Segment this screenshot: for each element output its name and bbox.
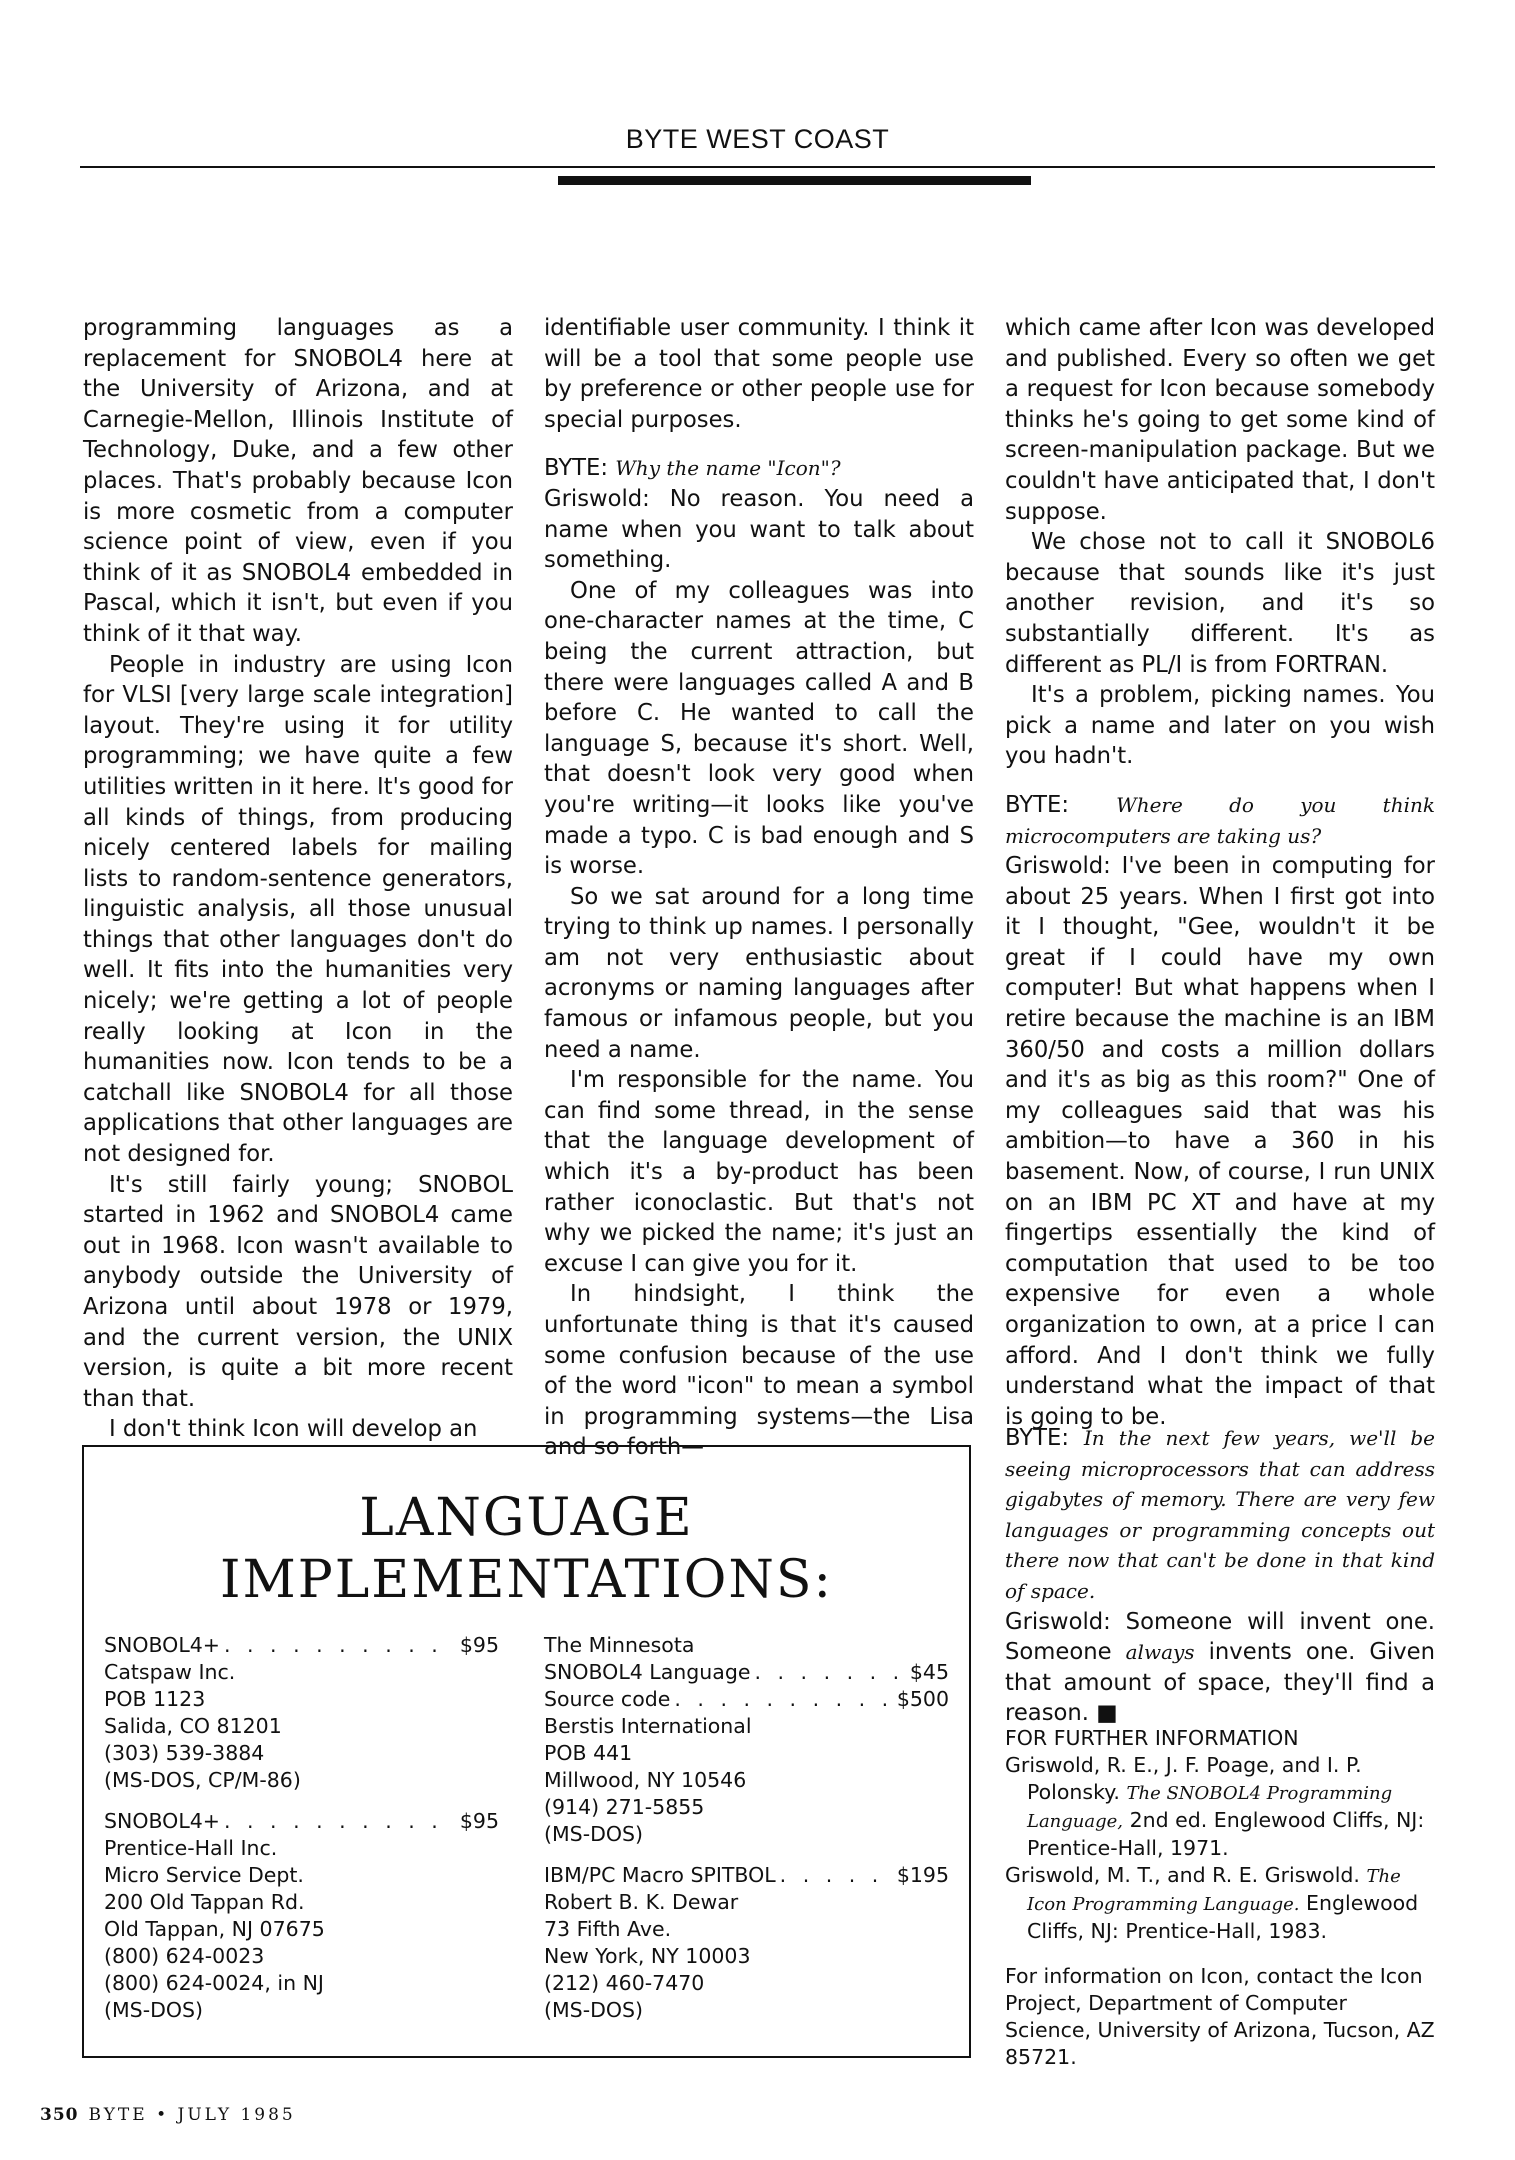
vendor-line: (800) 624-0024, in NJ	[104, 1971, 324, 1995]
product-line	[544, 1686, 949, 1713]
vendor-entry	[544, 1632, 949, 1848]
sidebar-title	[84, 1487, 969, 1611]
product-name: SNOBOL4+	[104, 1633, 220, 1657]
sidebar-right-column	[544, 1632, 949, 2038]
paragraph: People in industry are using Icon for VLSI [very large scale integration] layout. They're using it for utility programming; we have quite a few utilities written in it here. It's good for all kinds of things, from producing nicely centered labels for mailing lists to random-sentence generators, linguistic analysis, all those unusual things that other languages don't do well. It fits into the humanities very nicely; we're getting a lot of people really looking at Icon in the humanities now. Icon tends to be a catchall like SNOBOL4 for all those applications that other languages are not designed for.	[83, 651, 513, 1168]
interview-answer	[1005, 851, 1435, 1432]
product-name: SNOBOL4 Language	[544, 1660, 751, 1684]
language-implementations-box	[82, 1445, 971, 2058]
interview-question	[1005, 1423, 1435, 1607]
vendor-line: 200 Old Tappan Rd.	[104, 1890, 305, 1914]
product-line	[544, 1659, 949, 1686]
paragraph: So we sat around for a long time trying to think up names. I personally am not very enthusiastic about acronyms or naming languages after famous or infamous people, but you need a name.	[544, 883, 974, 1063]
paragraph: I don't think Icon will develop an	[109, 1416, 478, 1443]
reference-item	[1005, 1862, 1435, 1945]
paragraph: We chose not to call it SNOBOL6 because that sounds like it's just another revision, and it's so substantially different. It's as different as PL/I is from FORTRAN.	[1005, 529, 1435, 678]
references-heading: FOR FURTHER INFORMATION	[1005, 1726, 1299, 1750]
product-line	[104, 1632, 499, 1659]
paragraph: In hindsight, I think the unfortunate thing is that it's caused some confusion because of the use of the word "icon" to mean a symbol in programming systems—the Lisa and so forth—	[544, 1281, 974, 1461]
sidebar-title-line: IMPLEMENTATIONS:	[219, 1550, 833, 1610]
product-name: IBM/PC Macro SPITBOL	[544, 1863, 776, 1887]
product-name: The Minnesota	[544, 1633, 695, 1657]
vendor-line: Berstis International	[544, 1714, 752, 1738]
vendor-entry	[104, 1632, 499, 1794]
question-text: In the next few years, we'll be seeing microprocessors that can address gigabytes of memory. There are very few languages or programming concepts out there now that can't be done in that kind of space.	[1005, 1426, 1435, 1603]
interview-answer	[1005, 1607, 1435, 1729]
product-price: $45	[909, 1660, 949, 1684]
vendor-line: Micro Service Dept.	[104, 1863, 304, 1887]
section-title: BYTE WEST COAST	[625, 124, 890, 154]
question-text: Why the name "Icon"?	[615, 456, 841, 481]
vendor-line: Salida, CO 81201	[104, 1714, 282, 1738]
contact-info: For information on Icon, contact the Icon Project, Department of Computer Science, University of Arizona, Tucson, AZ 85721.	[1005, 1964, 1435, 2069]
vendor-line: (303) 539-3884	[104, 1741, 265, 1765]
paragraph: I'm responsible for the name. You can find some thread, in the sense that the language development of which it's a by-product has been rather iconoclastic. But that's not why we picked the name; it's just an excuse I can give you for it.	[544, 1067, 974, 1277]
speaker-label: Griswold:	[544, 485, 650, 512]
vendor-entry	[104, 1808, 499, 2024]
speaker-label: BYTE:	[1005, 1425, 1070, 1451]
interview-question	[544, 453, 974, 484]
header-rule	[80, 166, 1435, 168]
ref-authors: Griswold, R. E., J. F. Poage, and I. P. Polonsky.	[1005, 1753, 1362, 1804]
interview-answer	[544, 484, 974, 576]
paragraph: identifiable user community. I think it will be a tool that some people use by preference or other people use for special purposes.	[544, 315, 974, 433]
paragraph: which came after Icon was developed and published. Every so often we get a request for Icon because somebody thinks he's going to get some kind of screen-manipulation package. But we couldn't have anticipated that, I don't suppose.	[1005, 315, 1435, 525]
ref-title: The Icon Programming Language.	[1027, 1866, 1401, 1915]
product-price: $500	[896, 1687, 949, 1711]
speaker-label: BYTE:	[544, 455, 609, 482]
paragraph: It's a problem, picking names. You pick a name and later on you wish you hadn't.	[1005, 682, 1435, 770]
vendor-entry	[544, 1862, 949, 2024]
paragraph: One of my colleagues was into one-character names at the time, C being the current attraction, but there were languages called A and B before C. He wanted to call the language S, because it's short. Well, that doesn't look very good when you're writing—it looks like you've made a typo. C is bad enough and S is worse.	[544, 577, 974, 880]
product-name: Source code	[544, 1687, 671, 1711]
column-2	[544, 313, 974, 1463]
product-price: $95	[459, 1809, 499, 1833]
reference-item	[1005, 1752, 1435, 1862]
vendor-line: Old Tappan, NJ 07675	[104, 1917, 325, 1941]
ref-authors: Griswold, M. T., and R. E. Griswold.	[1005, 1863, 1360, 1887]
interview-question	[1005, 790, 1435, 851]
question-text: Where do you think microcomputers are taking us?	[1005, 792, 1435, 848]
ref-title: The SNOBOL4 Programming Language,	[1027, 1783, 1393, 1832]
speaker-label: BYTE:	[1005, 791, 1070, 818]
vendor-line: (MS-DOS)	[544, 1822, 644, 1846]
issue-info: BYTE • JULY 1985	[88, 2105, 296, 2125]
vendor-line: POB 1123	[104, 1687, 206, 1711]
ref-publisher: Englewood Cliffs, NJ: Prentice-Hall, 1983.	[1027, 1891, 1419, 1943]
product-name: SNOBOL4+	[104, 1809, 220, 1833]
product-price: $195	[896, 1863, 949, 1887]
answer-text: invents one. Given that amount of space, they'll find a reason.	[1005, 1639, 1435, 1727]
column-3-lower	[1005, 1423, 1435, 1729]
sidebar-title-line: LANGUAGE	[359, 1488, 694, 1548]
vendor-line: (MS-DOS)	[104, 1998, 204, 2022]
product-line	[544, 1862, 949, 1889]
column-1	[83, 313, 513, 1445]
vendor-line: (212) 460-7470	[544, 1971, 705, 1995]
speaker-label: Griswold:	[1005, 1608, 1111, 1635]
vendor-line: New York, NY 10003	[544, 1944, 751, 1968]
header-bar	[558, 176, 1031, 185]
vendor-line: Catspaw Inc.	[104, 1660, 236, 1684]
column-3	[1005, 313, 1435, 1432]
vendor-line: POB 441	[544, 1741, 633, 1765]
product-price: $95	[459, 1633, 499, 1657]
vendor-line: (MS-DOS, CP/M-86)	[104, 1768, 301, 1792]
answer-text: I've been in computing for about 25 years. When I first got into it I thought, "Gee, wouldn't it be great if I could have my own computer! But what happens when I retire because the machine is an IBM 360/50 and costs a million dollars and it's as big as this room?" One of my colleagues said that was his ambition—to have a 360 in his basement. Now, of course, I run UNIX on an IBM PC XT and have at my fingertips essentially the kind of computation that used to be too expensive for even a whole organization to own, at a price I can afford. And I don't think we fully understand what the impact of that is going to be.	[1005, 853, 1435, 1430]
vendor-line: Millwood, NY 10546	[544, 1768, 747, 1792]
emphasis: always	[1125, 1640, 1195, 1665]
vendor-line: (MS-DOS)	[544, 1998, 644, 2022]
paragraph: It's still fairly young; SNOBOL started in 1962 and SNOBOL4 came out in 1968. Icon wasn't available to anybody outside the University of Arizona until about 1978 or 1979, and the current version, the UNIX version, is quite a bit more recent than that.	[83, 1171, 513, 1412]
vendor-line: Robert B. K. Dewar	[544, 1890, 739, 1914]
end-mark-icon: ■	[1096, 1700, 1118, 1727]
speaker-label: Griswold:	[1005, 853, 1111, 880]
vendor-line: (914) 271-5855	[544, 1795, 705, 1819]
product-line	[104, 1808, 499, 1835]
answer-text: Someone will invent one. Someone	[1005, 1608, 1435, 1666]
paragraph: programming languages as a replacement for SNOBOL4 here at the University of Arizona, and at Carnegie-Mellon, Illinois Institute of Technology, Duke, and a few other places. That's probably because Icon is more cosmetic from a computer science point of view, even if you think of it as SNOBOL4 embedded in Pascal, which it isn't, but even if you think of it that way.	[83, 315, 513, 647]
answer-text: No reason. You need a name when you want to talk about something.	[544, 485, 974, 574]
further-information	[1005, 1725, 1435, 2071]
vendor-line: Prentice-Hall Inc.	[104, 1836, 278, 1860]
sidebar-left-column	[104, 1632, 499, 2038]
page-number: 350	[40, 2105, 79, 2125]
vendor-line: (800) 624-0023	[104, 1944, 265, 1968]
page-footer	[40, 2105, 296, 2125]
ref-publisher: 2nd ed. Englewood Cliffs, NJ: Prentice-Hall, 1971.	[1027, 1808, 1425, 1860]
vendor-line: 73 Fifth Ave.	[544, 1917, 672, 1941]
